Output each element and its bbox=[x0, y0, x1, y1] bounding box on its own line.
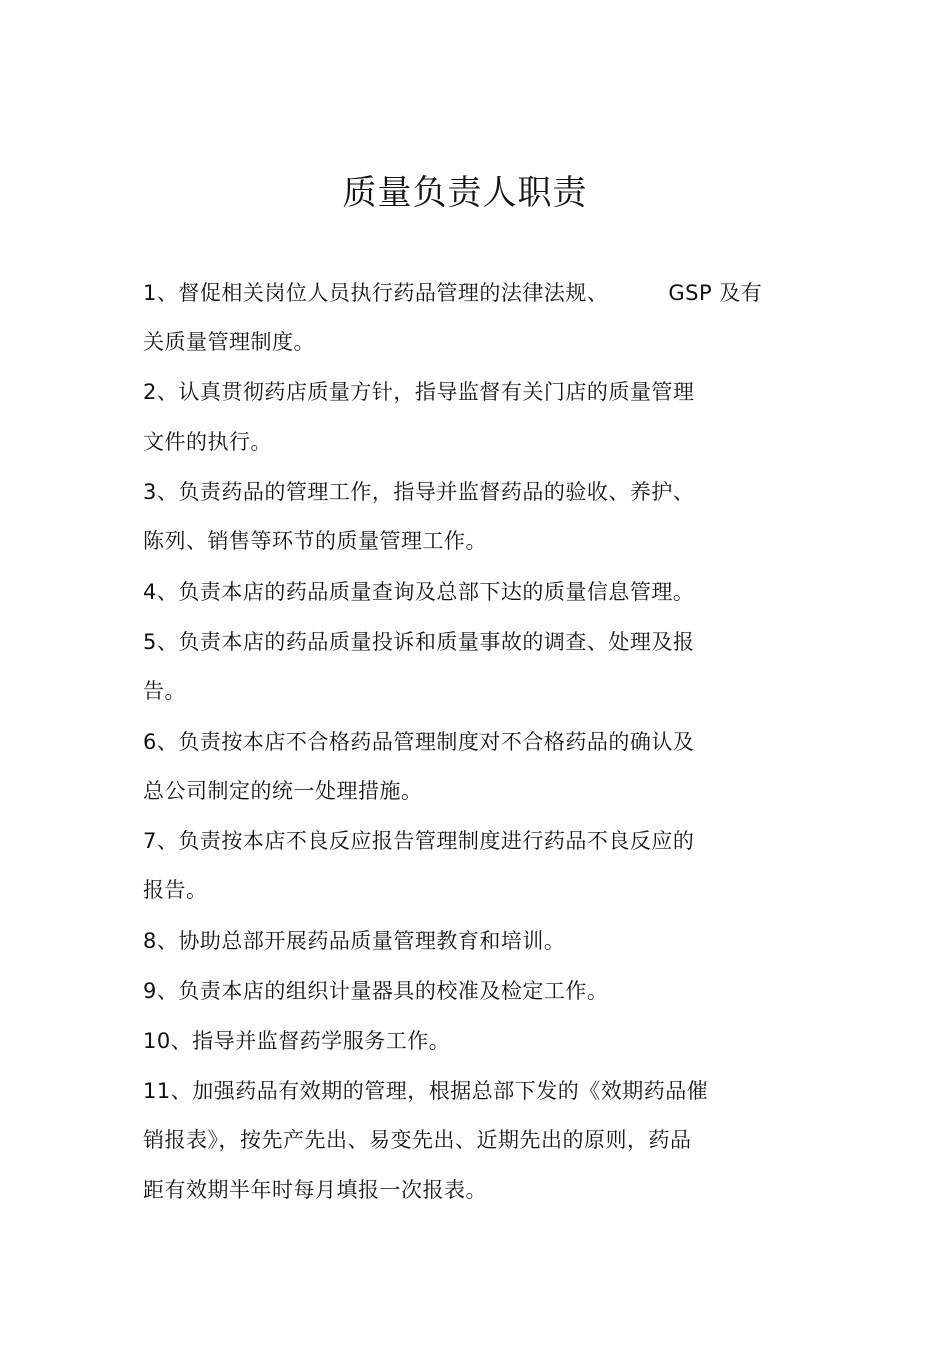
duty-line-14: 8、协助总部开展药品质量管理教育和培训。 bbox=[143, 929, 566, 953]
duty-line-2: 关质量管理制度。 bbox=[143, 330, 315, 354]
duty-line-1-text: 1、督促相关岗位人员执行药品管理的法律法规、 bbox=[143, 281, 609, 305]
duty-line-1 bbox=[143, 278, 762, 308]
duty-line-18: 销报表》，按先产先出、易变先出、近期先出的原则，药品 bbox=[143, 1128, 692, 1152]
duty-line-10: 6、负责按本店不合格药品管理制度对不合格药品的确认及 bbox=[143, 730, 695, 754]
duty-line-15: 9、负责本店的组织计量器具的校准及检定工作。 bbox=[143, 979, 609, 1003]
duty-line-7: 4、负责本店的药品质量查询及总部下达的质量信息管理。 bbox=[143, 580, 695, 604]
duty-line-13: 报告。 bbox=[143, 878, 208, 902]
duty-line-4: 文件的执行。 bbox=[143, 430, 272, 454]
document-title: 质量负责人职责 bbox=[342, 173, 588, 213]
duty-line-1-gsp: GSP 及有 bbox=[668, 281, 763, 305]
duty-line-19: 距有效期半年时每月填报一次报表。 bbox=[143, 1178, 487, 1202]
duty-line-9: 告。 bbox=[143, 679, 186, 703]
duty-line-3: 2、认真贯彻药店质量方针，指导监督有关门店的质量管理 bbox=[143, 380, 695, 404]
duty-line-5: 3、负责药品的管理工作，指导并监督药品的验收、养护、 bbox=[143, 480, 695, 504]
duty-line-11: 总公司制定的统一处理措施。 bbox=[143, 779, 423, 803]
duty-line-6: 陈列、销售等环节的质量管理工作。 bbox=[143, 529, 487, 553]
duty-line-8: 5、负责本店的药品质量投诉和质量事故的调查、处理及报 bbox=[143, 630, 695, 654]
duty-line-17: 11、加强药品有效期的管理，根据总部下发的《效期药品催 bbox=[143, 1079, 709, 1103]
duty-line-12: 7、负责按本店不良反应报告管理制度进行药品不良反应的 bbox=[143, 829, 695, 853]
duty-line-16: 10、指导并监督药学服务工作。 bbox=[143, 1029, 451, 1053]
